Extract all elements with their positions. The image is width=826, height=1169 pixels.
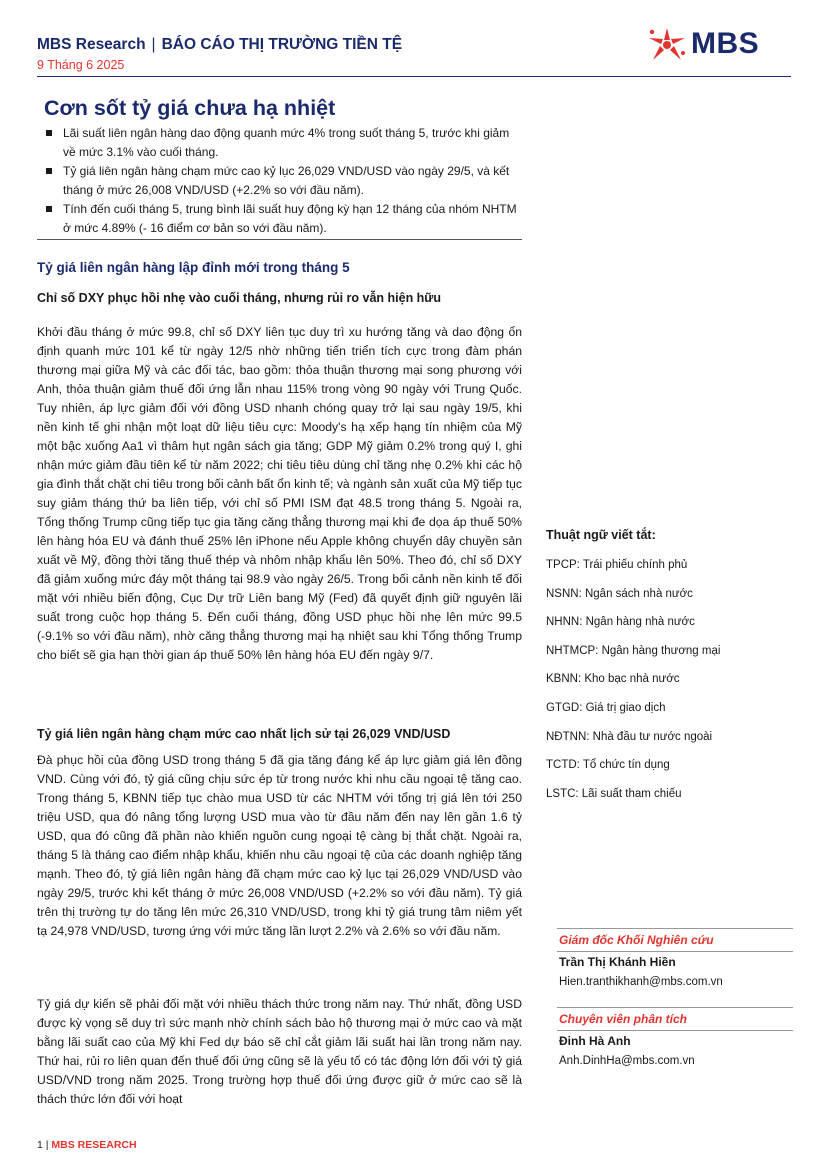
footer-brand: MBS RESEARCH — [51, 1139, 137, 1151]
contact-divider — [557, 928, 793, 929]
report-header — [37, 36, 402, 54]
summary-divider — [37, 239, 522, 240]
subheading-dxy: Chỉ số DXY phục hồi nhẹ vào cuối tháng, nhưng rủi ro vẫn hiện hữu — [37, 291, 441, 305]
abbreviation-item: LSTC: Lãi suất tham chiếu — [546, 787, 682, 800]
abbreviation-item: KBNN: Kho bạc nhà nước — [546, 673, 680, 686]
abbreviation-item: TCTD: Tổ chức tín dụng — [546, 759, 670, 772]
abbreviation-item: NHNN: Ngân hàng nhà nước — [546, 616, 695, 629]
org-name: MBS Research — [37, 36, 146, 53]
mbs-logo — [645, 26, 785, 66]
abbreviations-title: Thuật ngữ viết tắt: — [546, 528, 656, 542]
contact-name: Đinh Hà Anh — [559, 1034, 631, 1048]
footer-separator: | — [45, 1139, 49, 1151]
abbreviation-item: NSNN: Ngân sách nhà nước — [546, 587, 693, 600]
subheading-exchange-rate: Tỷ giá liên ngân hàng chạm mức cao nhất lịch sử tại 26,029 VND/USD — [37, 727, 451, 741]
page-title: Cơn sốt tỷ giá chưa hạ nhiệt — [44, 96, 336, 120]
page-footer — [37, 1139, 137, 1151]
paragraph-outlook: Tỷ giá dự kiến sẽ phải đối mặt với nhiều thách thức trong năm nay. Thứ nhất, đồng USD được kỳ vọng sẽ duy trì sức mạnh nhờ chính sách bảo hộ thương mại ở mức cao và mặt bằng lãi suất cao của Mỹ khi Fed dự báo sẽ chỉ cắt giảm lãi suất hai lần trong năm nay. Thứ hai, rủi ro liên quan đến thuế đối ứng cũng sẽ là yếu tố có tác động lớn đối với tỷ giá USD/VND trong năm 2025. Trong trường hợp thuế đối ứng được giữ ở mức cao sẽ là thách thức lớn đối với hoạt — [37, 997, 522, 1106]
summary-bullet: Tính đến cuối tháng 5, trung bình lãi suất huy động kỳ hạn 12 tháng của nhóm NHTM ở mức 4.89% (- 16 điểm cơ bản so với đầu năm). — [44, 200, 520, 238]
contact-name: Trần Thị Khánh Hiền — [559, 955, 676, 969]
page-number: 1 — [37, 1139, 43, 1151]
contact-role: Giám đốc Khối Nghiên cứu — [559, 933, 714, 947]
summary-bullets — [44, 124, 520, 238]
contact-role: Chuyên viên phân tích — [559, 1012, 688, 1026]
section-heading: Tỷ giá liên ngân hàng lập đỉnh mới trong tháng 5 — [37, 260, 350, 275]
abbreviation-item: NHTMCP: Ngân hàng thương mại — [546, 644, 721, 657]
header-separator: | — [151, 36, 156, 53]
abbreviation-item: GTGD: Giá trị giao dịch — [546, 701, 666, 714]
star-burst-icon — [645, 26, 689, 66]
report-date: 9 Tháng 6 2025 — [37, 58, 125, 72]
report-title: BÁO CÁO THỊ TRƯỜNG TIỀN TỆ — [161, 36, 403, 53]
abbreviation-item: TPCP: Trái phiếu chính phủ — [546, 559, 688, 571]
contact-divider — [557, 951, 793, 952]
paragraph-dxy: Khởi đầu tháng ở mức 99.8, chỉ số DXY liên tục duy trì xu hướng tăng và dao động ổn định quanh mức 101 kể từ ngày 12/5 nhờ những tiến triển tích cực trong đàm phán thương mại giữa Mỹ và các đối tác, bao gồm: thỏa thuận thương mại song phương với Anh, thỏa thuận giảm thuế đối ứng lẫn nhau 115% trong vòng 90 ngày với Trung Quốc. Tuy nhiên, áp lực giảm đối với đồng USD nhanh chóng quay trở lại sau ngày 19/5, khi nền kinh tế ghi nhận một loạt dữ liệu tiêu cực: Moody's hạ xếp hạng tín nhiệm của Mỹ một bậc xuống Aa1 vì thâm hụt ngân sách gia tăng; GDP Mỹ giảm 0.2% trong quý I, ghi nhận mức giảm đầu tiên kể từ năm 2022; chi tiêu tiêu dùng chỉ tăng nhẹ 0.2% khi các hộ gia đình thắt chặt chi tiêu trong bối cảnh bất ổn kinh tế; và ngành sản xuất của Mỹ tiếp tục suy giảm tháng thứ ba liên tiếp, với chỉ số PMI ISM đạt 48.5 trong tháng 5. Ngoài ra, Tổng thống Trump cũng tiếp tục gia tăng căng thẳng thương mại khi đe dọa áp thuế 50% lên hàng hóa EU và đánh thuế 25% lên iPhone nếu Apple không chuyển dây chuyền sản xuất về Mỹ, đồng thời tăng thuế thép và nhôm nhập khẩu lên 50%. Theo đó, chỉ số DXY đã giảm xuống mức đáy một tháng tại 98.9 vào ngày 26/5. Trong bối cảnh nền kinh tế đối mặt với nhiều biến động, Cục Dự trữ Liên bang Mỹ (Fed) đã quyết định giữ nguyên lãi suất trong cuộc họp tháng 5. Đến cuối tháng, đồng USD phục hồi nhẹ lên mức 99.5 (-9.1% so với đầu năm), nhờ căng thẳng thương mại hạ nhiệt sau khi Tổng thống Trump cho biết sẽ gia hạn thời gian áp thuế 50% lên hàng hóa EU đến ngày 9/7. — [37, 325, 522, 662]
contact-email-link[interactable]: Hien.tranthikhanh@mbs.com.vn — [559, 976, 723, 988]
contact-email-link[interactable]: Anh.DinhHa@mbs.com.vn — [559, 1055, 695, 1067]
logo-text: MBS — [691, 27, 760, 60]
header-divider — [37, 76, 791, 77]
summary-bullet: Lãi suất liên ngân hàng dao động quanh mức 4% trong suốt tháng 5, trước khi giảm về mức 3.1% vào cuối tháng. — [44, 124, 520, 162]
abbreviation-item: NĐTNN: Nhà đầu tư nước ngoài — [546, 730, 713, 743]
summary-bullet: Tỷ giá liên ngân hàng chạm mức cao kỷ lục 26,029 VND/USD vào ngày 29/5, và kết tháng ở mức 26,008 VND/USD (+2.2% so với đầu năm). — [44, 162, 520, 200]
contact-divider — [557, 1007, 793, 1008]
abbreviations-list — [546, 557, 720, 814]
paragraph-exchange-rate: Đà phục hồi của đồng USD trong tháng 5 đã gia tăng đáng kể áp lực giảm giá lên đồng VND. Cùng với đó, tỷ giá cũng chịu sức ép từ trong nước khi nhu cầu ngoại tệ tăng cao. Trong tháng 5, KBNN tiếp tục chào mua USD từ các NHTM với tổng trị giá lên tới 250 triệu USD, qua đó nâng tổng lượng USD mua vào từ đầu năm đến nay lên gần 1.6 tỷ USD, qua đó cũng đã phần nào khiến nguồn cung ngoại tệ càng bị thắt chặt. Ngoài ra, tháng 5 là tháng cao điểm nhập khẩu, khiến nhu cầu ngoại tệ của các doanh nghiệp tăng mạnh. Theo đó, tỷ giá liên ngân hàng đã chạm mức cao kỷ lục tại 26,029 VND/USD vào ngày 29/5, trước khi kết tháng ở mức 26,008 VND/USD (+2.2% so với đầu năm). Tỷ giá trên thị trường tự do tăng lên mức 26,310 VND/USD, trong khi tỷ giá trung tâm niêm yết tạ 24,978 VND/USD, tương ứng với mức tăng lần lượt 2.2% và 2.6% so với đầu năm. — [37, 753, 522, 938]
contact-divider — [557, 1030, 793, 1031]
